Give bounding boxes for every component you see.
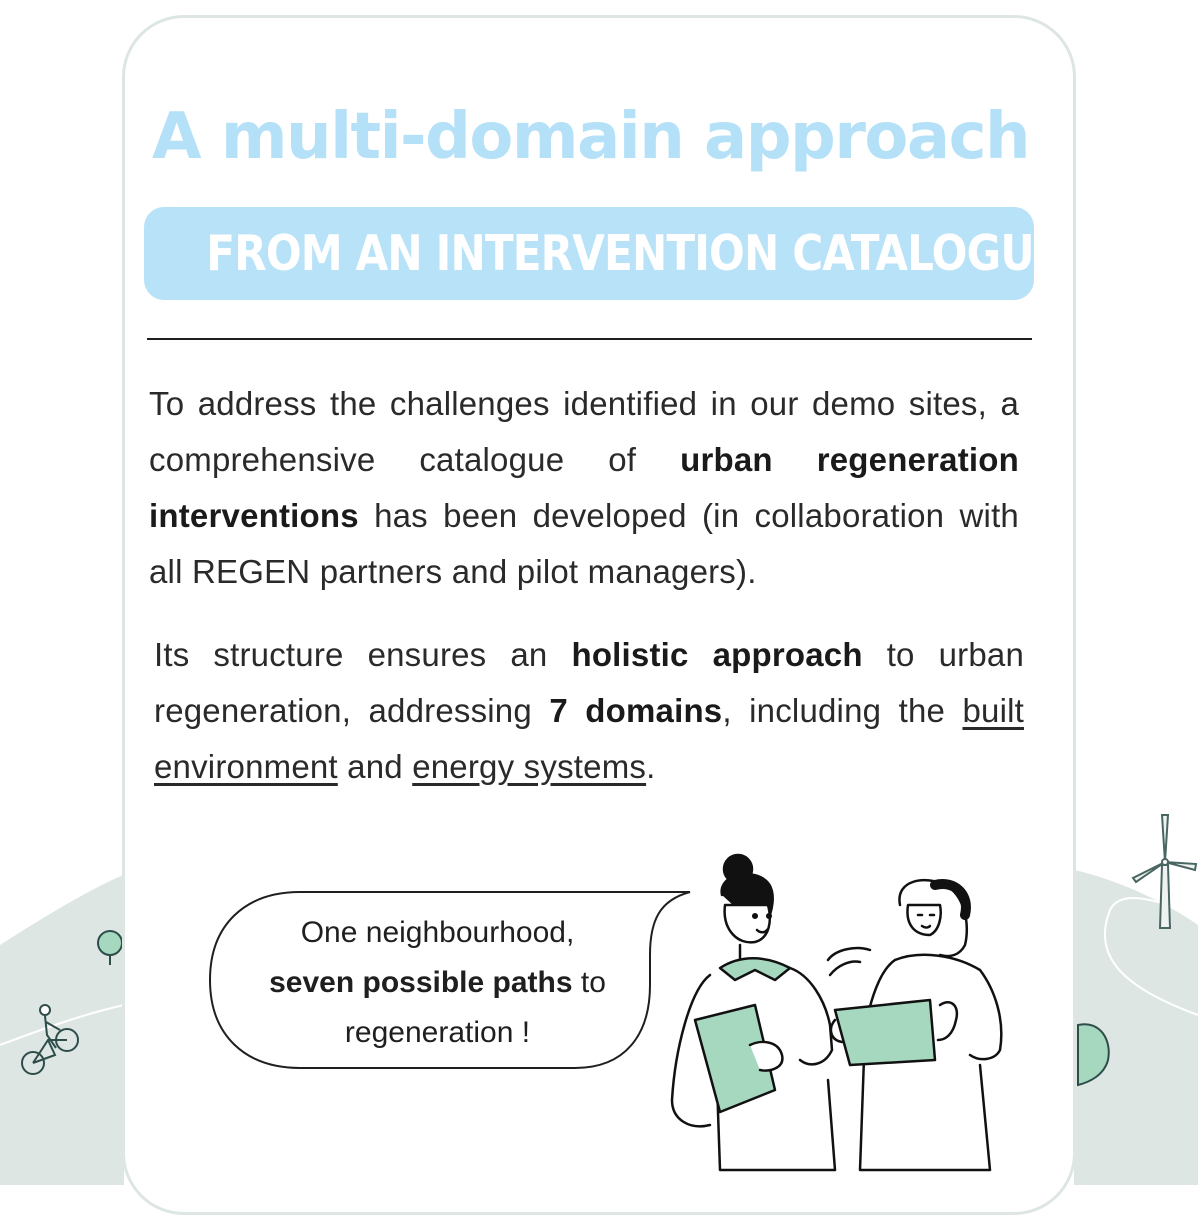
highlight-interventions: urban regeneration interventions: [149, 441, 1020, 534]
structure-paragraph: [154, 627, 1024, 795]
highlight-domains: 7 domains: [549, 692, 723, 729]
bubble-line-2: [240, 958, 635, 1008]
text-run: , including the: [722, 692, 963, 729]
text-run: Its structure ensures an: [154, 636, 572, 673]
bubble-line-3: regeneration !: [344, 1016, 531, 1049]
bubble-highlight: seven possible paths: [269, 966, 573, 999]
highlight-holistic: holistic approach: [571, 636, 863, 673]
text-run: has been developed (in collaboration with all REGEN partners and pilot managers).: [149, 497, 1019, 590]
text-run: to urban regeneration, addressing: [154, 636, 1024, 729]
intro-paragraph: [149, 376, 1019, 600]
bubble-text-run: to: [572, 966, 606, 999]
text-run: To address the challenges identified in our demo sites, a comprehensive catalogue of: [149, 385, 1019, 478]
woman-right: [831, 880, 1001, 1170]
women-illustration: [660, 850, 1040, 1180]
link-energy-systems[interactable]: energy systems: [412, 748, 647, 785]
bubble-line-1: One neighbourhood,: [300, 916, 575, 949]
bubble-text: [240, 908, 635, 1058]
text-run: and: [337, 748, 413, 785]
subtitle-text: FROM AN INTERVENTION CATALOGUE: [206, 225, 1062, 282]
text-run: .: [646, 748, 656, 785]
link-built-environment[interactable]: built environment: [154, 692, 1025, 785]
subtitle-banner: [144, 207, 1062, 300]
divider: [147, 338, 1032, 340]
page-title: A multi-domain approach: [152, 100, 1030, 174]
